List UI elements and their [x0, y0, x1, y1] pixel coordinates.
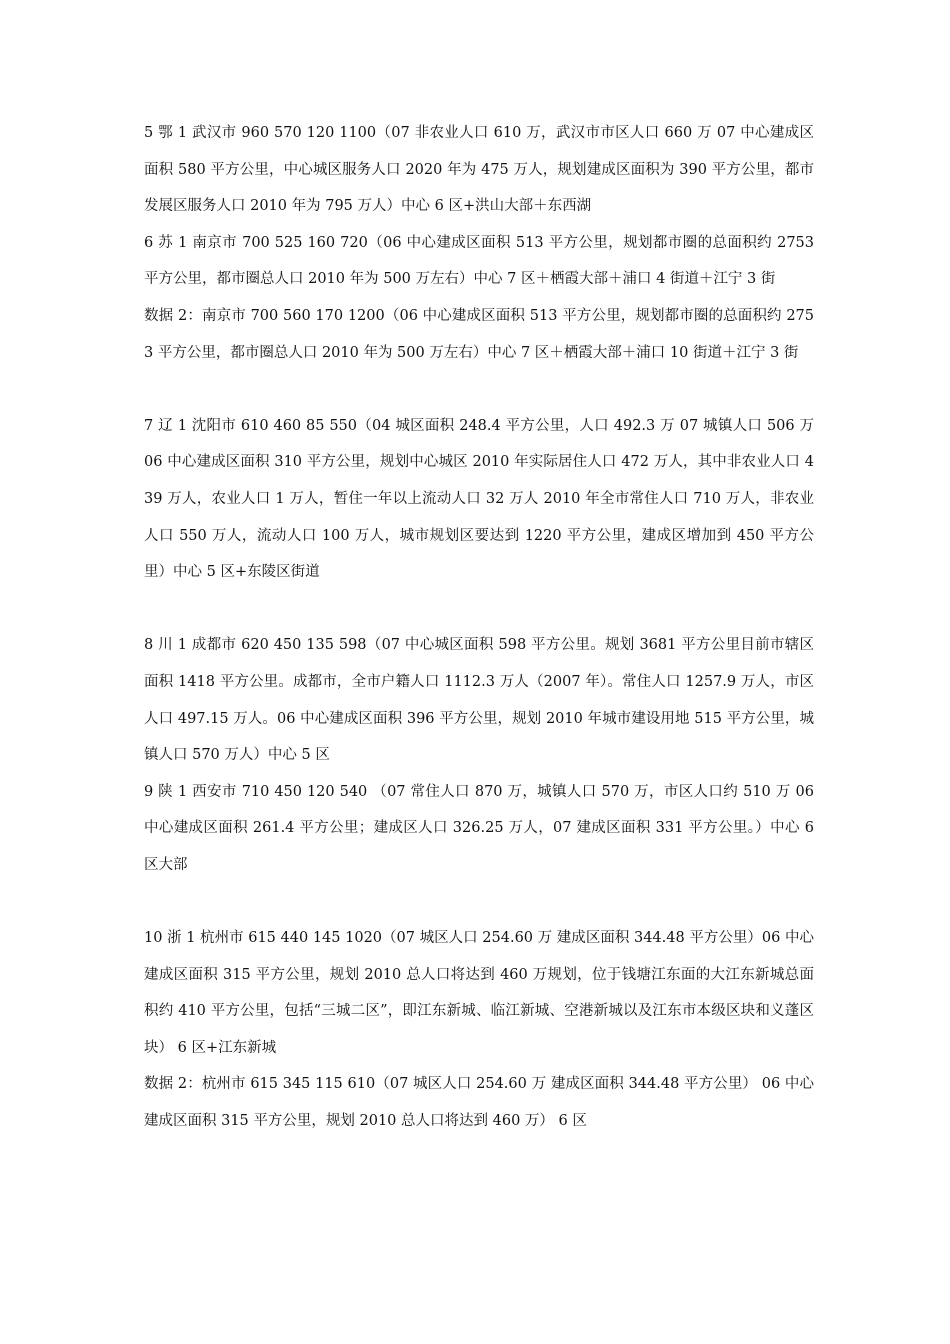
- paragraph-nanjing-data2: 数据 2：南京市 700 560 170 1200（06 中心建成区面积 513 平方公里，规划都市圈的总面积约 2753 平方公里，都市圈总人口 2010 年为 500 万左右）中心 7 区＋栖霞大部＋浦口 10 街道＋江宁 3 街: [144, 307, 814, 361]
- paragraph-chengdu: 8 川 1 成都市 620 450 135 598（07 中心城区面积 598 平方公里。规划 3681 平方公里目前市辖区面积 1418 平方公里。成都市，全市户籍人口 1112.3 万人（2007 年）。常住人口 1257.9 万人，市区人口 497.15 万人。06 中心建成区面积 396 平方公里，规划 2010 年城市建设用地 515 平方公里，城镇人口 570 万人）中心 5 区: [144, 637, 814, 764]
- paragraph-hangzhou-data2: 数据 2：杭州市 615 345 115 610（07 城区人口 254.60 万 建成区面积 344.48 平方公里） 06 中心建成区面积 315 平方公里，规划 2010 总人口将达到 460 万） 6 区: [144, 1076, 814, 1130]
- paragraph-shenyang: 7 辽 1 沈阳市 610 460 85 550（04 城区面积 248.4 平方公里，人口 492.3 万 07 城镇人口 506 万 06 中心建成区面积 310 平方公里，规划中心城区 2010 年实际居住人口 472 万人，其中非农业人口 439 万人，农业人口 1 万人，暂住一年以上流动人口 32 万人 2010 年全市常住人口 710 万人，非农业人口 550 万人，流动人口 100 万人，城市规划区要达到 1220 平方公里，建成区增加到 450 平方公里）中心 5 区+东陵区街道: [144, 417, 814, 581]
- document-body: [144, 115, 814, 1140]
- paragraph-spacer: [144, 591, 814, 628]
- paragraph-xian: 9 陕 1 西安市 710 450 120 540 （07 常住人口 870 万，城镇人口 570 万，市区人口约 510 万 06 中心建成区面积 261.4 平方公里；建成区人口 326.25 万人，07 建成区面积 331 平方公里。）中心 6 区大部: [144, 783, 814, 873]
- paragraph-hangzhou: 10 浙 1 杭州市 615 440 145 1020（07 城区人口 254.60 万 建成区面积 344.48 平方公里）06 中心建成区面积 315 平方公里，规划 2010 总人口将达到 460 万规划，位于钱塘江东面的大江东新城总面积约 410 平方公里，包括“三城二区”，即江东新城、临江新城、空港新城以及江东市本级区块和义蓬区块） 6 区+江东新城: [144, 930, 814, 1056]
- paragraph-spacer: [144, 371, 814, 408]
- paragraph-spacer: [144, 883, 814, 920]
- paragraph-nanjing: 6 苏 1 南京市 700 525 160 720（06 中心建成区面积 513 平方公里，规划都市圈的总面积约 2753 平方公里，都市圈总人口 2010 年为 500 万左右）中心 7 区＋栖霞大部＋浦口 4 街道＋江宁 3 街: [144, 234, 814, 288]
- paragraph-wuhan: 5 鄂 1 武汉市 960 570 120 1100（07 非农业人口 610 万，武汉市市区人口 660 万 07 中心建成区面积 580 平方公里，中心城区服务人口 2020 年为 475 万人，规划建成区面积为 390 平方公里，都市发展区服务人口 2010 年为 795 万人）中心 6 区+洪山大部＋东西湖: [144, 125, 814, 215]
